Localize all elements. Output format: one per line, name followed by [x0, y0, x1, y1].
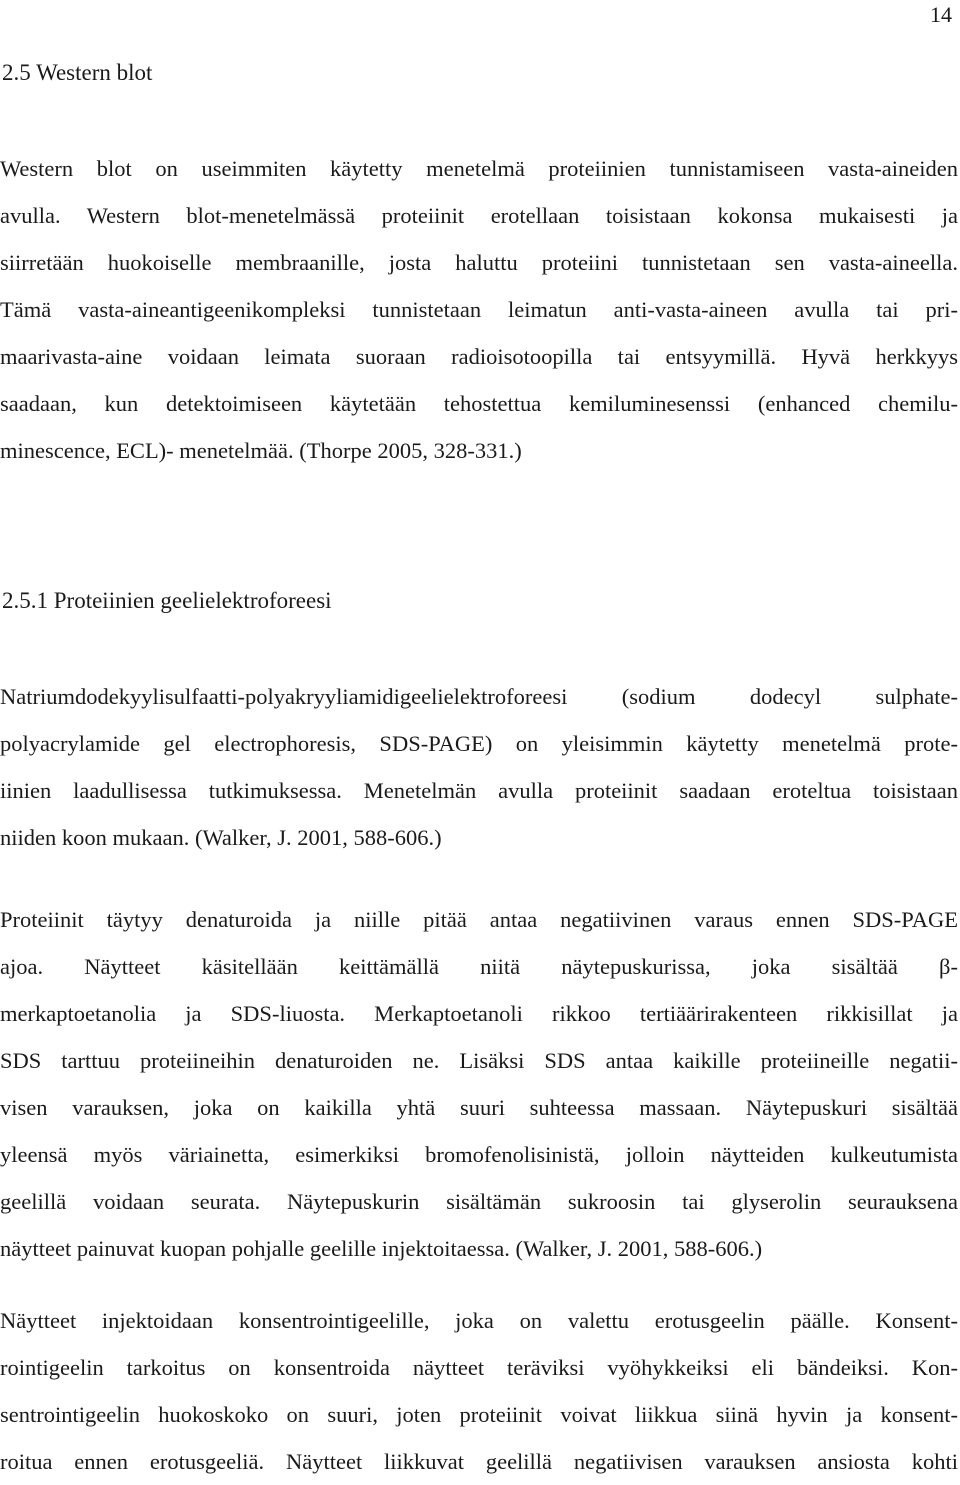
text-line: Näytteet injektoidaan konsentrointigeelille, joka on valettu erotusgeelin päälle. Konsent- [0, 1308, 958, 1333]
text-line: sentrointigeelin huokoskoko on suuri, joten proteiinit voivat liikkua siinä hyvin ja konsent- [0, 1402, 958, 1427]
text-line: maarivasta-aine voidaan leimata suoraan radioisotoopilla tai entsyymillä. Hyvä herkkyys [0, 344, 958, 369]
text-line: siirretään huokoiselle membraanille, josta haluttu proteiini tunnistetaan sen vasta-aineella. [0, 250, 958, 275]
text-line: niiden koon mukaan. (Walker, J. 2001, 588-606.) [0, 825, 442, 850]
page-number: 14 [930, 2, 952, 27]
text-line: saadaan, kun detektoimiseen käytetään tehostettua kemiluminesenssi (enhanced chemilu- [0, 391, 958, 416]
text-line: avulla. Western blot-menetelmässä proteiinit erotellaan toisistaan kokonsa mukaisesti ja [0, 203, 958, 228]
section-heading: 2.5 Western blot [2, 60, 153, 85]
text-line: Proteiinit täytyy denaturoida ja niille pitää antaa negatiivinen varaus ennen SDS-PAGE [0, 907, 958, 932]
text-line: Tämä vasta-aineantigeenikompleksi tunnistetaan leimatun anti-vasta-aineen avulla tai pri- [0, 297, 958, 322]
text-line: geelillä voidaan seurata. Näytepuskurin sisältämän sukroosin tai glyserolin seurauksena [0, 1189, 958, 1214]
text-line: näytteet painuvat kuopan pohjalle geelille injektoitaessa. (Walker, J. 2001, 588-606.) [0, 1236, 763, 1261]
text-line: rointigeelin tarkoitus on konsentroida näytteet teräviksi vyöhykkeiksi eli bändeiksi. Kon- [0, 1355, 958, 1380]
text-line: ajoa. Näytteet käsitellään keittämällä niitä näytepuskurissa, joka sisältää β- [0, 954, 958, 979]
paragraph-western-blot [0, 145, 958, 474]
subsection-heading: 2.5.1 Proteiinien geelielektroforeesi [2, 588, 332, 613]
text-line: visen varauksen, joka on kaikilla yhtä suuri suhteessa massaan. Näytepuskuri sisältää [0, 1095, 958, 1120]
text-line: merkaptoetanolia ja SDS-liuosta. Merkaptoetanoli rikkoo tertiäärirakenteen rikkisillat ja [0, 1001, 958, 1026]
paragraph-sds-page [0, 673, 958, 861]
text-line: iinien laadullisessa tutkimuksessa. Menetelmän avulla proteiinit saadaan eroteltua toisistaan [0, 778, 958, 803]
text-line: SDS tarttuu proteiineihin denaturoiden ne. Lisäksi SDS antaa kaikille proteiineille negatii- [0, 1048, 958, 1073]
text-line: Natriumdodekyylisulfaatti-polyakryyliamidigeelielektroforeesi (sodium dodecyl sulphate- [0, 684, 958, 709]
text-line: yleensä myös väriainetta, esimerkiksi bromofenolisinistä, jolloin näytteiden kulkeutumista [0, 1142, 958, 1167]
text-line: minescence, ECL)- menetelmää. (Thorpe 2005, 328-331.) [0, 438, 522, 463]
text-line: Western blot on useimmiten käytetty menetelmä proteiinien tunnistamiseen vasta-aineiden [0, 156, 958, 181]
text-line: roitua ennen erotusgeeliä. Näytteet liikkuvat geelillä negatiivisen varauksen ansiosta kohti [0, 1449, 958, 1474]
paragraph-denaturation [0, 896, 958, 1272]
text-line: polyacrylamide gel electrophoresis, SDS-PAGE) on yleisimmin käytetty menetelmä prote- [0, 731, 958, 756]
paragraph-concentration-gel [0, 1297, 958, 1485]
